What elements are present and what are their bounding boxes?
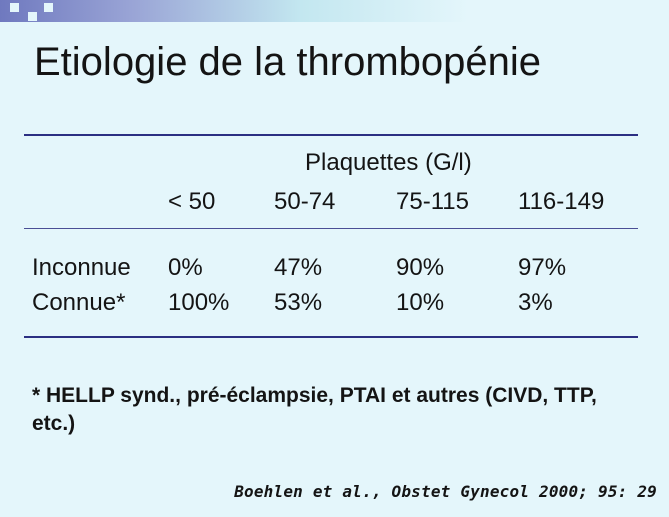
decorative-square [28,12,37,21]
table-top-rule [24,134,638,136]
table-cell: 100% [168,289,230,316]
table-cell: 90% [396,254,445,281]
footnote: * HELLP synd., pré-éclampsie, PTAI et autres (CIVD, TTP, etc.) [32,384,597,435]
table-cell: 47% [274,254,323,281]
header-divider [24,228,638,229]
column-header: 50-74 [274,188,336,215]
column-header: 75-115 [396,188,469,215]
citation: Boehlen et al., Obstet Gynecol 2000; 95: 29 [234,482,657,501]
decorative-square [44,3,53,12]
row-label: Inconnue [32,254,131,281]
table-group-header: Plaquettes (G/l) [305,149,472,176]
row-label: Connue* [32,289,126,316]
table-cell: 53% [274,289,323,316]
table-cell: 0% [168,254,203,281]
decorative-header-bar [0,0,669,22]
column-header: 116-149 [518,188,605,215]
slide-title: Etiologie de la thrombopénie [34,40,542,84]
column-header: < 50 [168,188,216,215]
table-cell: 3% [518,289,553,316]
table-bottom-rule [24,336,638,338]
table-cell: 97% [518,254,567,281]
decorative-square [10,3,19,12]
table-cell: 10% [396,289,445,316]
